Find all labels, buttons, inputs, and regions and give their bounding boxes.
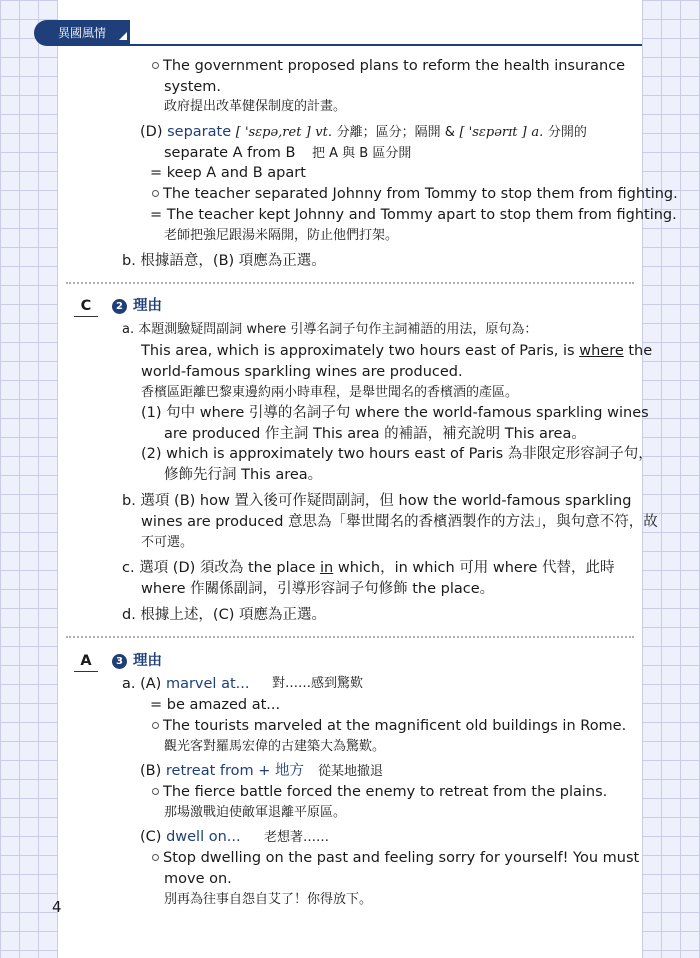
bullet-icon bbox=[152, 62, 159, 69]
answer-letter: C bbox=[74, 296, 98, 317]
vocab-entry-separate: (D) separate [ 'sɛpə,ret ] vt. 分離；區分；隔開 & [ 'sɛpərɪt ] a. 分開的 bbox=[140, 124, 587, 140]
bullet-icon bbox=[152, 722, 159, 729]
vocab-entry-retreat: (B) retreat from + 地方 bbox=[140, 763, 304, 779]
example-sentence: The fierce battle forced the enemy to retreat from the plains. bbox=[152, 782, 607, 802]
translation: 觀光客對羅馬宏偉的古建築大為驚歎。 bbox=[164, 739, 386, 754]
explanation-c-cont: where 作關係副詞，引導形容詞子句修飾 the place。 bbox=[141, 581, 495, 597]
divider bbox=[66, 636, 634, 638]
vocab-meaning: 從某地撤退 bbox=[318, 764, 384, 779]
header-rule bbox=[130, 44, 642, 46]
reason-heading: 理由 bbox=[133, 653, 162, 669]
question-number-badge: 2 bbox=[112, 299, 127, 314]
explanation-b: b. 選項 (B) how 置入後可作疑問副詞，但 how the world-famous sparkling bbox=[122, 493, 632, 509]
question-number-badge: 3 bbox=[112, 654, 127, 669]
point-2: (2) which is approximately two hours east of Paris 為非限定形容詞子句， bbox=[141, 446, 653, 462]
point-2-cont: 修飾先行詞 This area。 bbox=[164, 467, 323, 483]
translation: 那場激戰迫使敵軍退離平原區。 bbox=[164, 805, 347, 820]
bullet-icon bbox=[152, 854, 159, 861]
page-number: 4 bbox=[52, 898, 62, 916]
vocab-synonym: = be amazed at... bbox=[150, 697, 281, 713]
answer-letter: A bbox=[74, 651, 98, 672]
original-sentence: This area, which is approximately two hours east of Paris, is where the bbox=[141, 343, 653, 359]
explanation-line: a. 本題測驗疑問副詞 where 引導名詞子句作主詞補語的用法，原句為： bbox=[122, 322, 538, 337]
example-sentence: The teacher separated Johnny from Tommy to stop them from fighting. bbox=[152, 184, 678, 204]
vocab-phrase-meaning: 把 A 與 B 區分開 bbox=[312, 146, 412, 161]
example-sentence: Stop dwelling on the past and feeling sorry for yourself! You must bbox=[152, 848, 639, 868]
section-header-tab: 異國風情 bbox=[34, 20, 130, 46]
vocab-meaning: 老想著…… bbox=[264, 830, 330, 845]
example-sentence-alt: = The teacher kept Johnny and Tommy apart to stop them from fighting. bbox=[150, 207, 677, 223]
example-sentence-cont: move on. bbox=[164, 871, 232, 887]
vocab-entry-dwell: (C) dwell on... bbox=[140, 829, 241, 845]
explanation-c: c. 選項 (D) 須改為 the place in which，in which 可用 where 代替，此時 bbox=[122, 560, 615, 576]
explanation-b-cont: wines are produced 意思為「舉世聞名的香檳酒製作的方法」，與句意不符，故 bbox=[141, 514, 658, 530]
bullet-icon bbox=[152, 190, 159, 197]
answer-heading bbox=[74, 296, 162, 317]
translation: 老師把強尼跟湯米隔開，防止他們打架。 bbox=[164, 228, 399, 243]
grid-margin-right bbox=[642, 0, 700, 958]
conclusion: b. 根據語意，(B) 項應為正選。 bbox=[122, 253, 326, 269]
point-1: (1) 句中 where 引導的名詞子句 where the world-famous sparkling wines bbox=[141, 405, 649, 421]
example-sentence-cont: system. bbox=[164, 79, 222, 95]
grid-margin-left bbox=[0, 0, 58, 958]
answer-heading bbox=[74, 651, 162, 672]
reason-heading: 理由 bbox=[133, 298, 162, 314]
translation: 別再為往事自怨自艾了！你得放下。 bbox=[164, 892, 373, 907]
vocab-phrase: separate A from B bbox=[164, 145, 296, 161]
translation: 政府提出改革健保制度的計畫。 bbox=[164, 99, 347, 114]
translation: 香檳區距離巴黎東邊約兩小時車程，是舉世聞名的香檳酒的產區。 bbox=[141, 385, 519, 400]
vocab-meaning: 對……感到驚歎 bbox=[272, 676, 364, 691]
original-sentence-cont: world-famous sparkling wines are produced. bbox=[141, 364, 463, 380]
header-tab-notch bbox=[119, 32, 127, 40]
explanation-b-cont: 不可選。 bbox=[141, 535, 194, 550]
example-sentence: The tourists marveled at the magnificent old buildings in Rome. bbox=[152, 716, 626, 736]
vocab-entry-marvel: a. (A) marvel at... bbox=[122, 676, 250, 692]
point-1-cont: are produced 作主詞 This area 的補語，補充說明 This area。 bbox=[164, 426, 586, 442]
conclusion: d. 根據上述，(C) 項應為正選。 bbox=[122, 607, 326, 623]
bullet-icon bbox=[152, 788, 159, 795]
vocab-synonym: = keep A and B apart bbox=[150, 165, 306, 181]
divider bbox=[66, 282, 634, 284]
example-sentence: The government proposed plans to reform the health insurance bbox=[152, 56, 625, 76]
